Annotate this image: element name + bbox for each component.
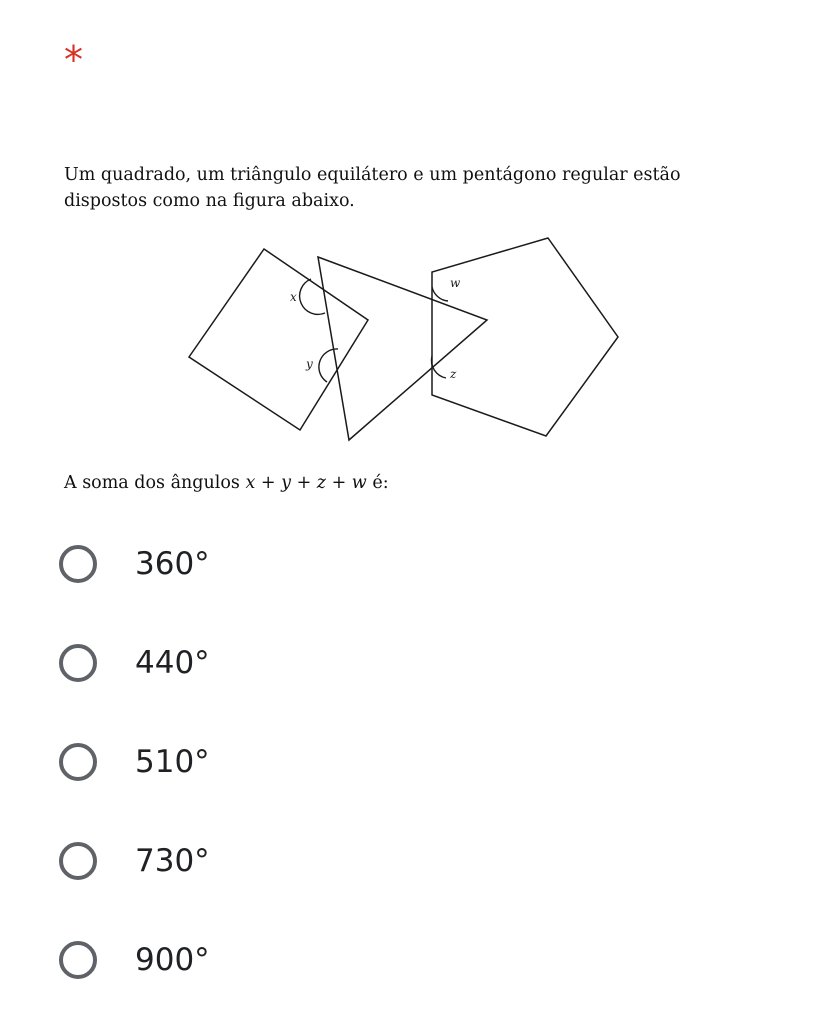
triangle-shape — [318, 257, 487, 440]
option-360[interactable] — [56, 536, 756, 592]
option-label: 730° — [135, 843, 210, 879]
option-label: 440° — [135, 645, 210, 681]
figure-svg — [170, 228, 630, 450]
angle-label-y: y — [306, 357, 313, 371]
option-label: 510° — [135, 744, 210, 780]
option-900[interactable] — [56, 932, 756, 988]
angle-arc-w — [432, 287, 448, 301]
question-prompt: Um quadrado, um triângulo equilátero e um pentágono regular estão dispostos como na figura abaixo. — [64, 165, 681, 211]
angle-label-w: w — [450, 276, 461, 290]
option-730[interactable] — [56, 833, 756, 889]
angle-arc-x — [300, 279, 325, 314]
angle-label-x: x — [290, 290, 297, 304]
option-label: 900° — [135, 942, 210, 978]
required-asterisk: * — [64, 38, 83, 82]
sum-question — [64, 470, 389, 496]
radio-button[interactable] — [59, 941, 97, 979]
radio-button[interactable] — [59, 842, 97, 880]
radio-button[interactable] — [59, 743, 97, 781]
geometry-figure — [170, 228, 630, 450]
sum-expression: x + y + z + w — [245, 473, 367, 493]
option-440[interactable] — [56, 635, 756, 691]
pentagon-shape — [432, 238, 618, 436]
sum-prefix: A soma dos ângulos — [64, 473, 240, 493]
angle-label-z: z — [450, 367, 457, 381]
radio-button[interactable] — [59, 545, 97, 583]
sum-suffix: é: — [372, 473, 389, 493]
option-label: 360° — [135, 546, 210, 582]
radio-button[interactable] — [59, 644, 97, 682]
option-510[interactable] — [56, 734, 756, 790]
answer-options — [56, 536, 756, 1031]
square-shape — [189, 249, 368, 430]
